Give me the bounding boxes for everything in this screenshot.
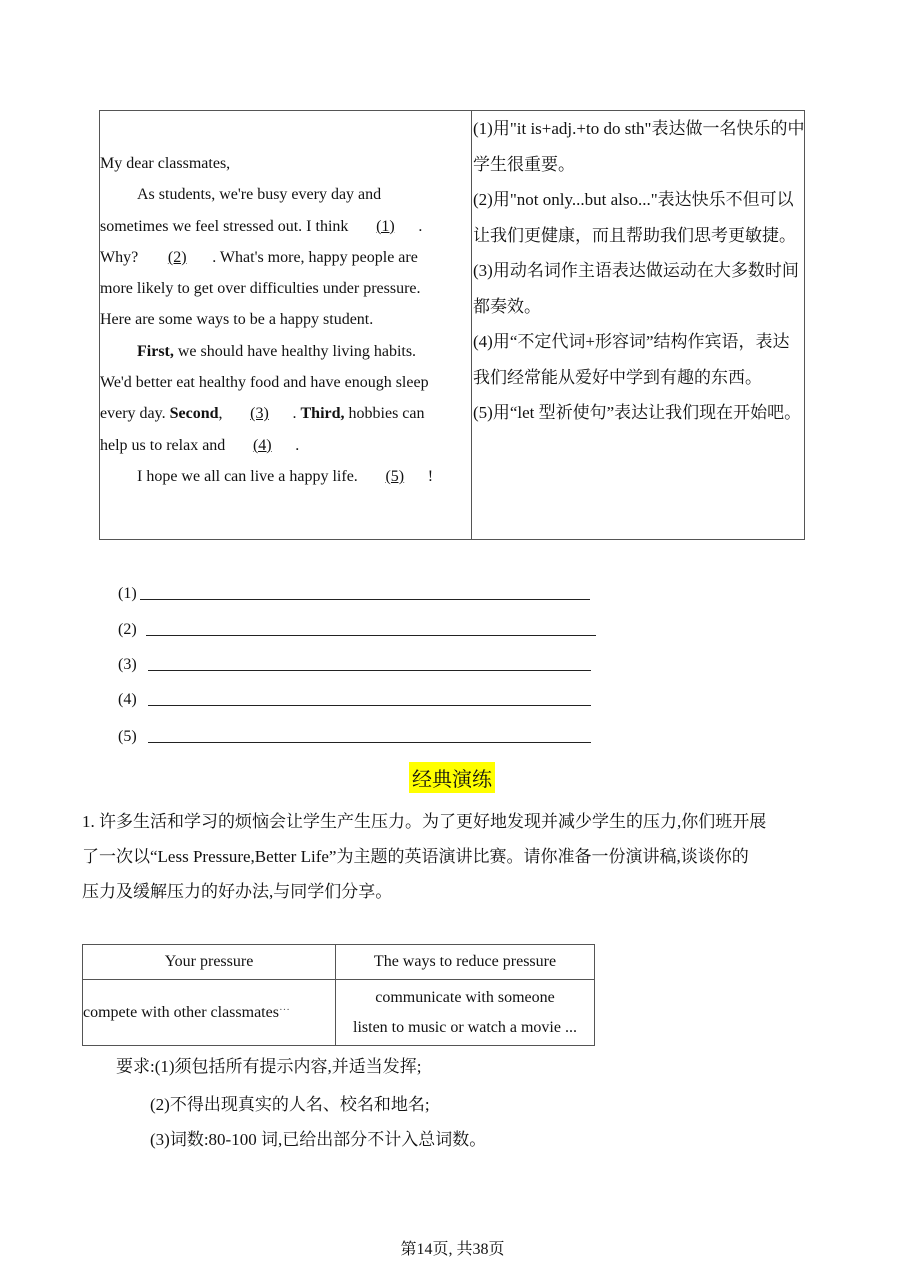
- blank-3: (3): [250, 405, 269, 423]
- letter-greeting: My dear classmates,: [100, 155, 231, 172]
- table-cell-ways: communicate with someone listen to music or watch a movie ...: [336, 980, 595, 1046]
- task-prompt: [82, 804, 822, 909]
- answer-line-2[interactable]: (2): [118, 621, 137, 639]
- hint-3: (3)用动名词作主语表达做运动在大多数时间都奏效。: [473, 261, 799, 316]
- blank-1: (1): [376, 217, 395, 235]
- hint-1: (1)用"it is+adj.+to do sth"表达做一名快乐的中学生很重要。: [473, 119, 805, 174]
- answer-line-5[interactable]: (5): [118, 728, 137, 746]
- requirement-2: (2)不得出现真实的人名、校名和地名;: [150, 1095, 430, 1114]
- letter-line: Here are some ways to be a happy student.: [100, 311, 374, 329]
- task-line: 1. 许多生活和学习的烦恼会让学生产生压力。为了更好地发现并减少学生的压力,你们班开展: [82, 812, 767, 831]
- hint-4: (4)用“不定代词+形容词”结构作宾语，表达我们经常能从爱好中学到有趣的东西。: [473, 332, 790, 387]
- letter-line: more likely to get over difficulties under pressure.: [100, 280, 421, 298]
- blank-4: (4): [252, 436, 272, 454]
- letter-line: Why? (2) . What's more, happy people are: [100, 242, 470, 273]
- task-line: 了一次以“Less Pressure,Better Life”为主题的英语演讲比赛。请你准备一份演讲稿,谈谈你的: [82, 847, 749, 866]
- answer-line-1[interactable]: (1): [118, 585, 137, 603]
- answer-line-3[interactable]: (3): [118, 656, 137, 674]
- blank-2: (2): [167, 248, 187, 266]
- hints-column: [473, 111, 805, 431]
- letter-line: I hope we all can live a happy life. (5) !: [100, 461, 470, 492]
- letter-line: As students, we're busy every day and: [137, 186, 382, 204]
- hint-5: (5)用“let 型祈使句”表达让我们现在开始吧。: [473, 403, 802, 422]
- letter-table: [99, 110, 805, 540]
- blank-5: (5): [385, 467, 405, 485]
- task-line: 压力及缓解压力的好办法,与同学们分享。: [82, 882, 393, 901]
- letter-line: help us to relax and (4) .: [100, 430, 470, 461]
- letter-line: First, we should have healthy living habits.: [137, 342, 417, 360]
- pressure-table: [82, 944, 595, 1046]
- table-header-pressure: Your pressure: [83, 945, 336, 980]
- section-title: 经典演练: [409, 762, 495, 793]
- column-divider: [471, 111, 472, 539]
- page-footer: 第14页, 共38页: [400, 1241, 505, 1258]
- table-cell-pressure: compete with other classmates···: [83, 980, 336, 1046]
- requirement-3: (3)词数:80-100 词,已给出部分不计入总词数。: [150, 1130, 487, 1149]
- letter-text: [100, 111, 470, 492]
- hint-2: (2)用"not only...but also..."表达快乐不但可以让我们更健康，而且帮助我们思考更敏捷。: [473, 190, 796, 245]
- requirement-1: 要求:(1)须包括所有提示内容,并适当发挥;: [116, 1057, 422, 1076]
- letter-line: We'd better eat healthy food and have enough sleep: [100, 374, 429, 392]
- answer-line-4[interactable]: (4): [118, 691, 137, 709]
- letter-line: sometimes we feel stressed out. I think (1) .: [100, 211, 470, 242]
- table-header-ways: The ways to reduce pressure: [336, 945, 595, 980]
- letter-line: every day. Second, (3) . Third, hobbies can: [100, 398, 470, 429]
